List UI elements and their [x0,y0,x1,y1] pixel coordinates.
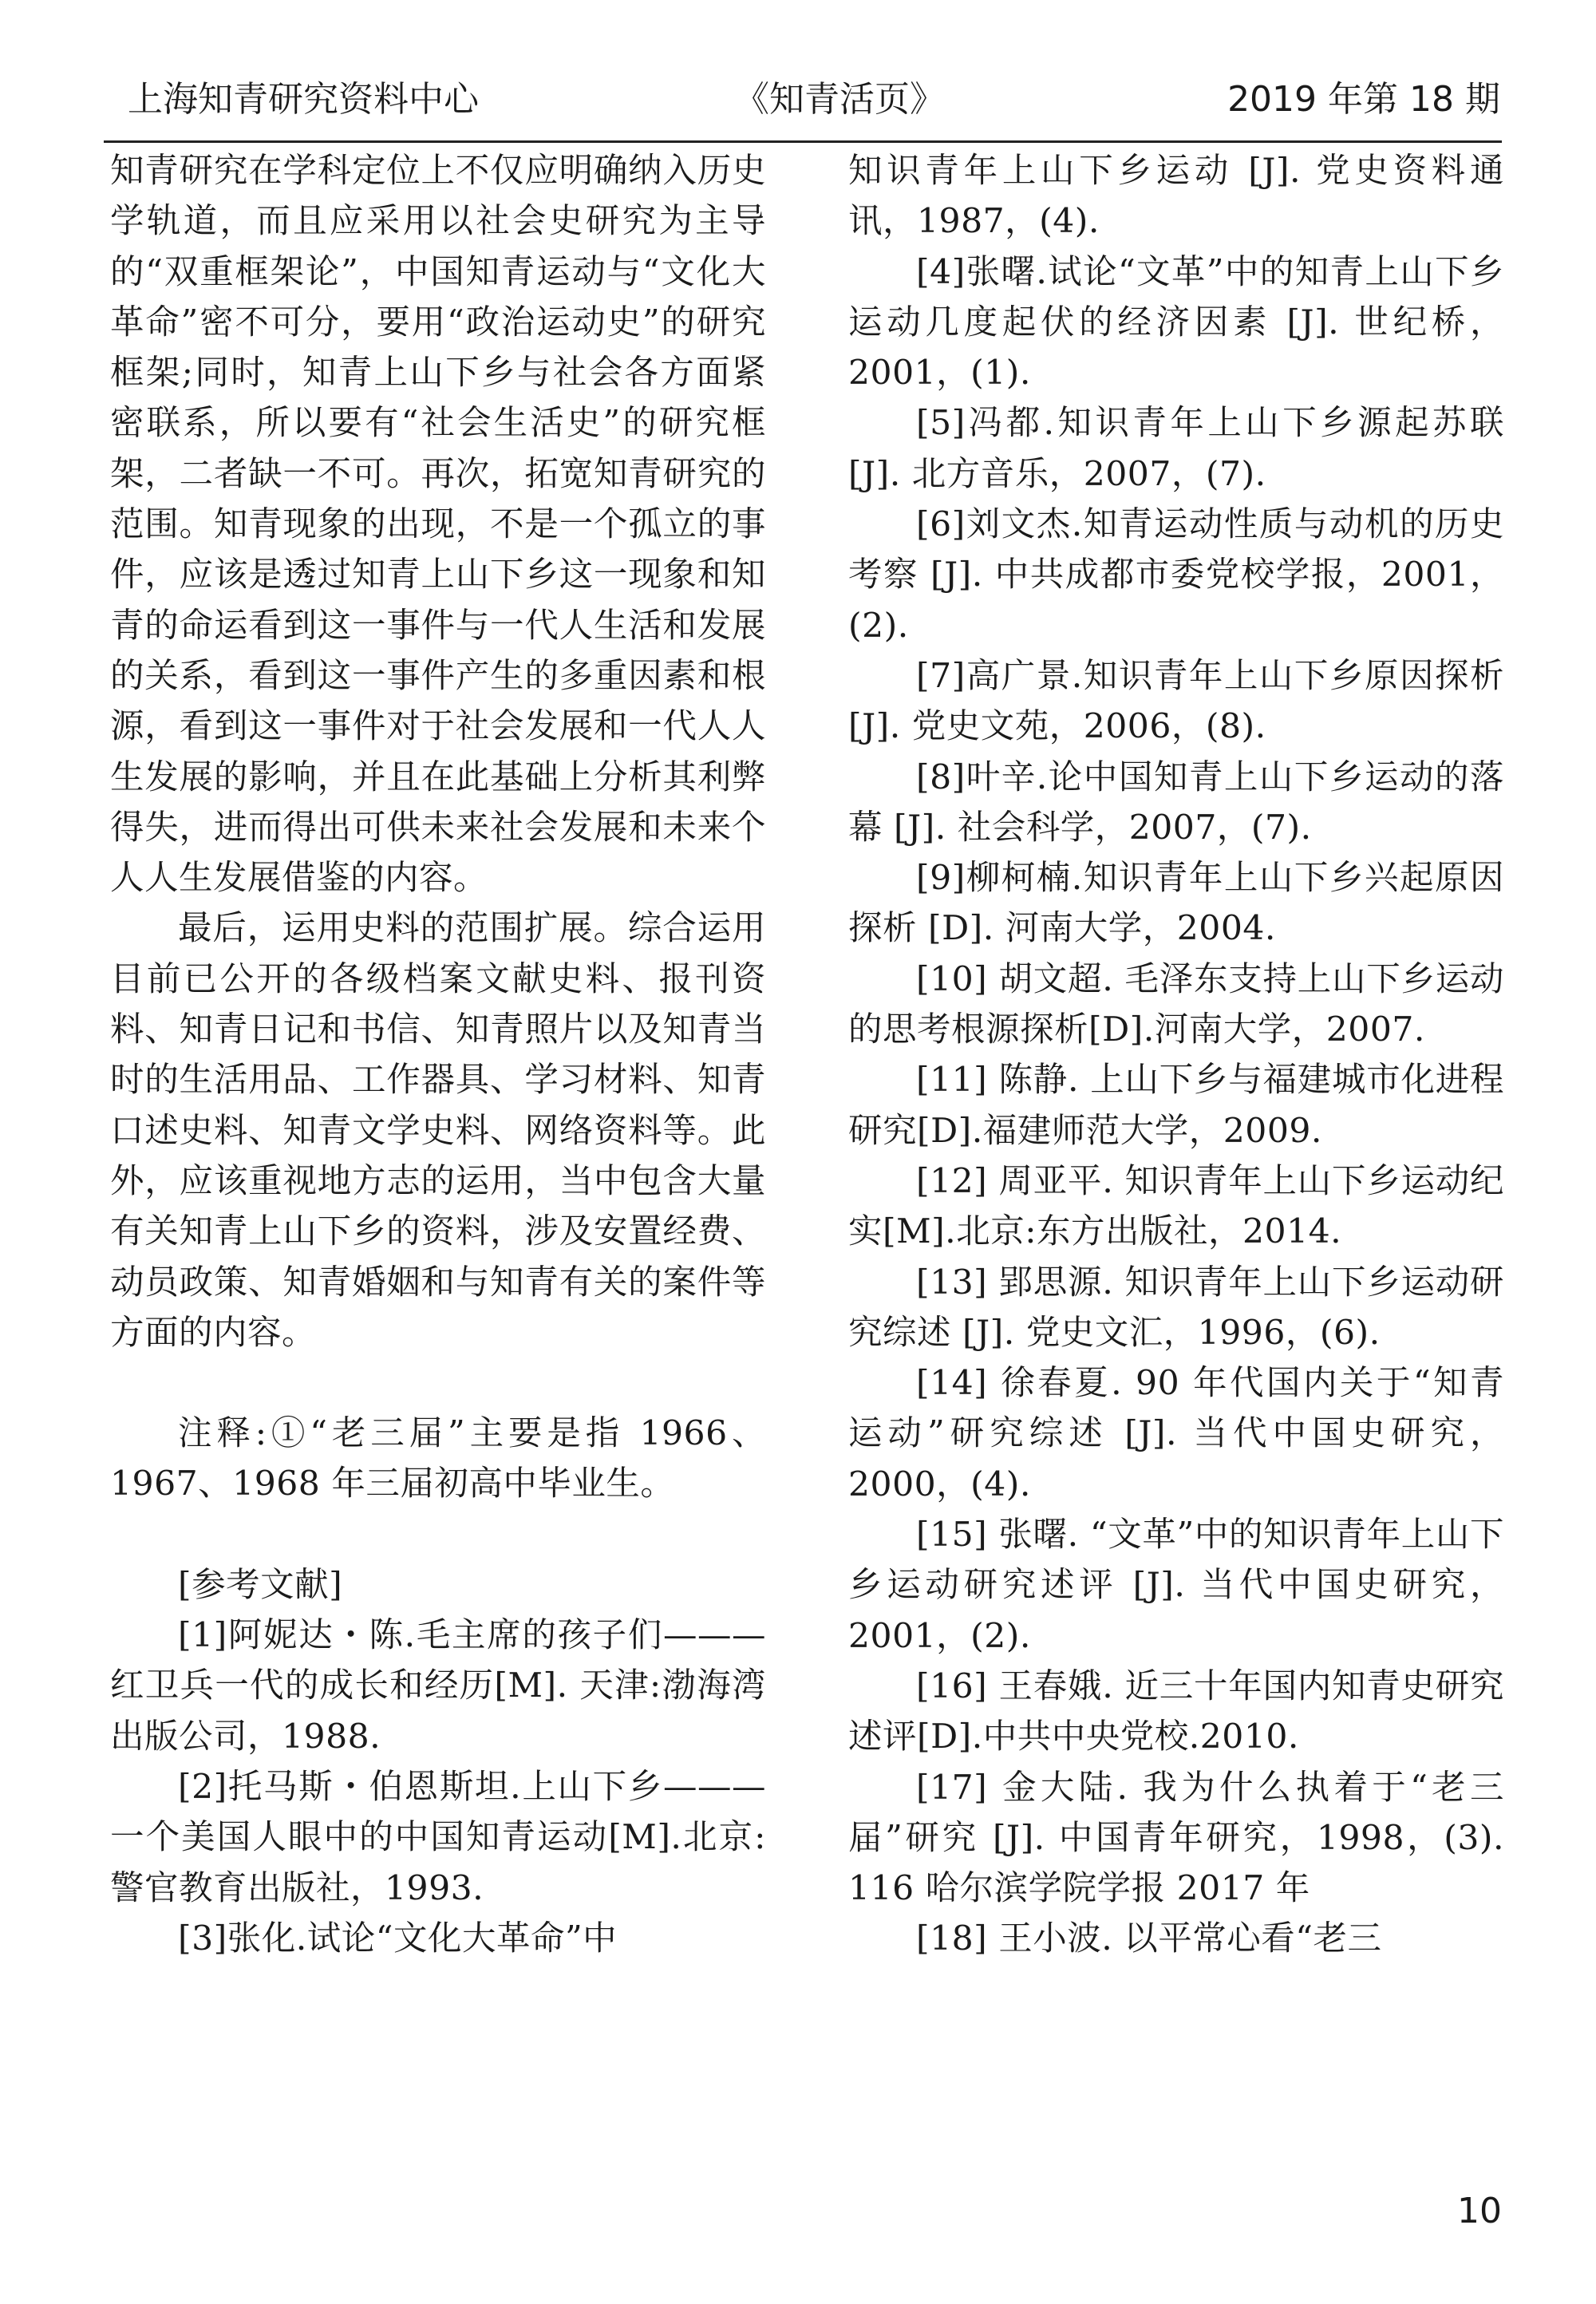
reference-item: [15] 张曙. “文革”中的知识青年上山下乡运动研究述评 [J]. 当代中国史研究，2001，(2). [848,1516,1504,1656]
page-number: 10 [1457,2191,1502,2231]
reference-item: [9]柳柯楠.知识青年上山下乡兴起原因探析 [D]. 河南大学，2004. [848,859,1504,949]
header-organization: 上海知青研究资料中心 [128,79,479,120]
continued-paragraph: 知青研究在学科定位上不仅应明确纳入历史学轨道，而且应采用以社会史研究为主导的“双重框架论”，中国知青运动与“文化大革命”密不可分，要用“政治运动史”的研究框架;同时，知青上山下乡与社会各方面紧密联系，所以要有“社会生活史”的研究框架，二者缺一不可。再次，拓宽知青研究的范围。知青现象的出现，不是一个孤立的事件，应该是透过知青上山下乡这一现象和知青的命运看到这一事件与一代人生活和发展的关系，看到这一事件产生的多重因素和根源，看到这一事件对于社会发展和一代人人生发展的影响，并且在此基础上分析其利弊得失，进而得出可供未来社会发展和未来个人人生发展借鉴的内容。 [110,152,766,899]
reference-item: [6]刘文杰.知青运动性质与动机的历史考察 [J]. 中共成都市委党校学报，2001，(2). [848,505,1504,646]
right-column [848,146,1504,1965]
reference-continuation: 知识青年上山下乡运动 [J]. 党史资料通讯，1987，(4). [848,152,1504,242]
references-heading: [参考文献] [178,1565,343,1605]
footnote: 注释:①“老三届”主要是指 1966、1967、1968 年三届初高中毕业生。 [110,1414,766,1504]
body-paragraph: 最后，运用史料的范围扩展。综合运用目前已公开的各级档案文献史料、报刊资料、知青日记和书信、知青照片以及知青当时的生活用品、工作器具、学习材料、知青口述史料、知青文学史料、网络资料等。此外，应该重视地方志的运用，当中包含大量有关知青上山下乡的资料，涉及安置经费、动员政策、知青婚姻和与知青有关的案件等方面的内容。 [110,909,766,1353]
reference-item: [1]阿妮达・陈.毛主席的孩子们———红卫兵一代的成长和经历[M]. 天津:渤海湾出版公司，1988. [110,1616,766,1757]
reference-item: [2]托马斯・伯恩斯坦.上山下乡———一个美国人眼中的中国知青运动[M].北京:警官教育出版社，1993. [110,1767,766,1908]
spacer [110,1510,766,1560]
reference-item: [7]高广景.知识青年上山下乡原因探析 [J]. 党史文苑，2006，(8). [848,656,1504,747]
reference-item: [8]叶辛.论中国知青上山下乡运动的落幕 [J]. 社会科学，2007，(7). [848,757,1504,848]
header-issue: 2019 年第 18 期 [1227,79,1500,120]
reference-item: [12] 周亚平. 知识青年上山下乡运动纪实[M].北京:东方出版社，2014. [848,1161,1504,1252]
reference-item: [18] 王小波. 以平常心看“老三 [916,1919,1382,1959]
page-header [104,56,1500,144]
header-divider [104,140,1502,143]
reference-item: [11] 陈静. 上山下乡与福建城市化进程研究[D].福建师范大学，2009. [848,1061,1504,1151]
reference-item: [16] 王春娥. 近三十年国内知青史研究述评[D].中共中央党校.2010. [848,1666,1504,1757]
reference-item: [5]冯都.知识青年上山下乡源起苏联 [J]. 北方音乐，2007，(7). [848,404,1504,494]
reference-item: [13] 郢思源. 知识青年上山下乡运动研究综述 [J]. 党史文汇，1996，(6). [848,1263,1504,1353]
reference-item: [3]张化.试论“文化大革命”中 [178,1919,618,1958]
reference-item: [17] 金大陆. 我为什么执着于“老三届”研究 [J]. 中国青年研究，1998，(3). 116 哈尔滨学院学报 2017 年 [848,1768,1504,1909]
reference-item: [10] 胡文超. 毛泽东支持上山下乡运动的思考根源探析[D].河南大学，2007. [848,959,1504,1050]
spacer [110,1358,766,1409]
header-publication-title: 《知青活页》 [734,79,945,120]
reference-item: [14] 徐春夏. 90 年代国内关于“知青运动”研究综述 [J]. 当代中国史研究，2000，(4). [848,1364,1504,1504]
left-column [110,146,766,1964]
reference-item: [4]张曙.试论“文革”中的知青上山下乡运动几度起伏的经济因素 [J]. 世纪桥，2001，(1). [848,252,1504,393]
